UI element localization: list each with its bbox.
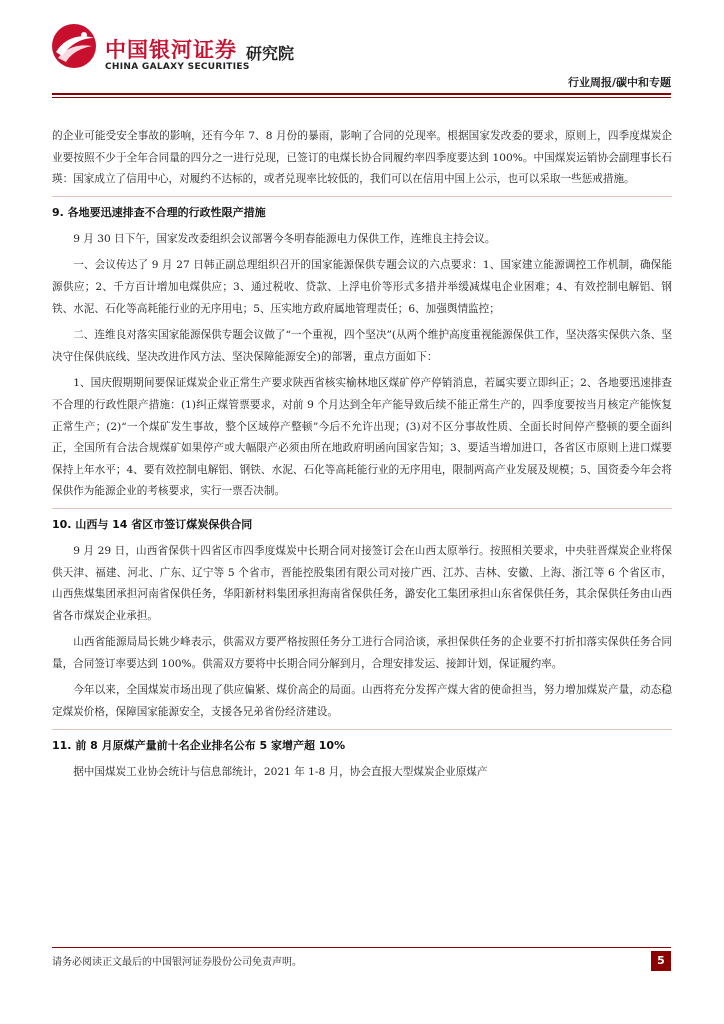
footer-rule [52, 947, 671, 948]
paragraph: 一、会议传达了 9 月 27 日韩正副总理组织召开的国家能源保供专题会议的六点要求：1、国家建立能源调控工作机制，确保能源供应；2、千方百计增加电煤供应；3、通过税收、贷款、上浮电价等形式多措并举缓减煤电企业困难；4、有效控制电解铝、钢铁、水泥、石化等高耗能行业的无序用电；5、压实地方政府属地管理责任；6、加强舆情监控； [52, 259, 672, 315]
paragraph: 9 月 29 日，山西省保供十四省区市四季度煤炭中长期合同对接签订会在山西太原举行。按照相关要求，中央驻晋煤炭企业将保供天津、福建、河北、广东、辽宁等 5 个省市，晋能控股集团有限公司对接广西、江苏、吉林、安徽、上海、浙江等 6 个省区市，山西焦煤集团承担河南省保供任务，华阳新材料集团承担海南省保供任务，潞安化工集团承担山东省保供任务，其余保供任务由山西省各市煤炭企业承担。 [52, 544, 672, 622]
paragraph: 今年以来，全国煤炭市场出现了供应偏紧、煤价高企的局面。山西将充分发挥产煤大省的使命担当，努力增加煤炭产量，动态稳定煤炭价格，保障国家能源安全，支援各兄弟省份经济建设。 [52, 684, 672, 719]
disclaimer-text: 请务必阅读正文最后的中国银河证券股份公司免责声明。 [52, 957, 302, 968]
section-heading-9: 9. 各地要迅速排查不合理的行政性限产措施 [52, 196, 672, 223]
page-number: 5 [651, 951, 671, 971]
paragraph: 9 月 30 日下午，国家发改委组织会议部署今冬明春能源电力保供工作，连维良主持会议。 [73, 232, 496, 245]
paragraph: 山西省能源局局长姚少峰表示，供需双方要严格按照任务分工进行合同洽谈，承担保供任务的企业要不打折扣落实保供任务合同量，合同签订率要达到 100%。供需双方要将中长期合同分解到月，合理安排发运、接卸计划，保证履约率。 [52, 636, 672, 670]
institute-label: 研究院 [246, 44, 295, 63]
section-heading-10: 10. 山西与 14 省区市签订煤炭保供合同 [52, 508, 672, 535]
report-type-label: 行业周报/碳中和专题 [567, 76, 671, 89]
section-heading-11: 11. 前 8 月原煤产量前十名企业排名公布 5 家增产超 10% [52, 729, 672, 756]
document-body [52, 126, 672, 788]
brand-name-en: CHINA GALAXY SECURITIES [105, 62, 250, 72]
paragraph: 1、国庆假期期间要保证煤炭企业正常生产要求陕西省核实榆林地区煤矿停产停销消息，若属实要立即纠正；2、各地要迅速排查不合理的行政性限产措施：(1)纠正煤管票要求，对前 9 个月达到全年产能导致后续不能正常生产的，四季度要按当月核定产能恢复正常生产；(2)“一个煤矿发生事故，整个区域停产整顿”今后不允许出现；(3)对不区分事故性质、全面长时间停产整顿的要全面纠正，全国所有合法合规煤矿如果停产或大幅限产必须由所在地政府明函向国家告知；3、要适当增加进口，各省区市原则上进口煤要保持上年水平；4、要有效控制电解铝、钢铁、水泥、石化等高耗能行业的无序用电，限制两高产业发展及规模；5、国资委今年会将保供作为能源企业的考核要求，实行一票否决制。 [52, 377, 672, 498]
galaxy-logo-icon [50, 22, 98, 70]
paragraph: 二、连维良对落实国家能源保供专题会议做了“一个重视，四个坚决”(从两个维护高度重视能源保供工作，坚决落实保供六条、坚决守住保供底线、坚决改进作风方法、坚决保障能源安全)的部署，重点方面如下： [52, 329, 672, 363]
brand-name-cn: 中国银河证券 [105, 38, 237, 62]
page-header [0, 0, 724, 100]
header-rule [52, 93, 671, 95]
paragraph: 的企业可能受安全事故的影响，还有今年 7、8 月份的暴雨，影响了合同的兑现率。根据国家发改委的要求，原则上，四季度煤炭企业要按照不少于全年合同量的四分之一进行兑现，已签订的电煤长协合同履约率四季度要达到 100%。中国煤炭运销协会副理事长石瑛：国家成立了信用中心，对履约不达标的，或者兑现率比较低的，我们可以在信用中国上公示，也可以采取一些惩戒措施。 [52, 130, 672, 186]
paragraph: 据中国煤炭工业协会统计与信息部统计，2021 年 1-8 月，协会直报大型煤炭企业原煤产 [73, 765, 488, 778]
